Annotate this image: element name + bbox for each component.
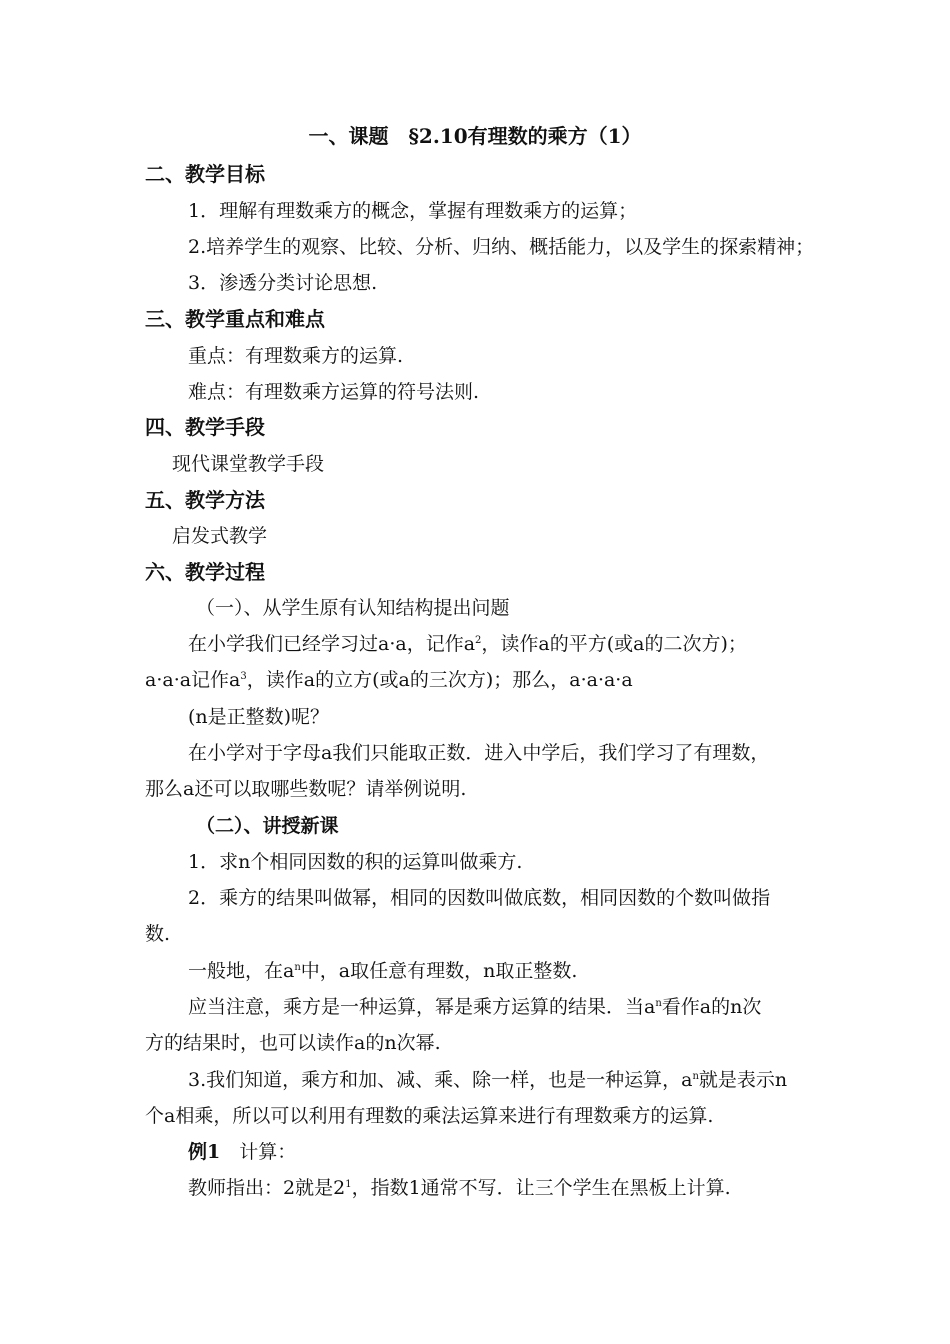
paragraph-line [188, 631, 747, 657]
paragraph-line: 数. [145, 923, 171, 945]
paragraph-line: 1．求n个相同因数的积的运算叫做乘方. [188, 851, 523, 873]
subsection-heading-new-lesson: （二）、讲授新课 [196, 815, 339, 837]
text-run: ，读作a的立方(或a的三次方)；那么，a·a·a·a [246, 669, 633, 691]
paragraph-line [188, 994, 761, 1020]
objective-item: 3．渗透分类讨论思想. [188, 272, 378, 294]
example-label: 例1 [188, 1141, 221, 1163]
superscript: n [692, 1071, 699, 1082]
paragraph-line [145, 667, 633, 693]
text-run: 一般地，在a [188, 960, 295, 982]
paragraph-line: 在小学对于字母a我们只能取正数．进入中学后，我们学习了有理数， [188, 742, 770, 764]
difficulty-text: 难点：有理数乘方运算的符号法则. [188, 381, 480, 403]
text-run: 教师指出：2就是2 [188, 1177, 346, 1199]
example-line [188, 1139, 296, 1165]
paragraph-line: 那么a还可以取哪些数呢？请举例说明. [145, 778, 467, 800]
superscript: 2 [475, 635, 482, 646]
text-run: 看作a的n次 [661, 996, 762, 1018]
paragraph-line: (n是正整数)呢？ [188, 706, 330, 728]
superscript: n [655, 998, 662, 1009]
example-text: 计算： [220, 1141, 297, 1163]
section-heading-objectives: 二、教学目标 [145, 162, 265, 186]
subsection-heading-problem: （一）、从学生原有认知结构提出问题 [196, 597, 510, 619]
objective-item: 2.培养学生的观察、比较、分析、归纳、概括能力，以及学生的探索精神； [188, 236, 815, 258]
section-heading-methods: 五、教学方法 [145, 488, 265, 512]
paragraph-line: 个a相乘，所以可以利用有理数的乘法运算来进行有理数乘方的运算. [145, 1105, 714, 1127]
text-run: 在小学我们已经学习过a·a，记作a [188, 633, 476, 655]
text-run: 就是表示n [698, 1069, 788, 1091]
superscript: 3 [240, 671, 247, 682]
paragraph-line: 方的结果时，也可以读作a的n次幂. [145, 1032, 441, 1054]
section-heading-process: 六、教学过程 [145, 560, 265, 584]
objective-item: 1．理解有理数乘方的概念，掌握有理数乘方的运算； [188, 200, 638, 222]
paragraph-line [188, 958, 577, 984]
paragraph-line [188, 1067, 787, 1093]
means-text: 现代课堂教学手段 [172, 453, 325, 475]
section-heading-means: 四、教学手段 [145, 415, 265, 439]
text-run: 中，a取任意有理数，n取正整数. [300, 960, 578, 982]
superscript: 1 [345, 1179, 352, 1190]
text-run: a·a·a记作a [145, 669, 241, 691]
paragraph-line: 2．乘方的结果叫做幂，相同的因数叫做底数，相同因数的个数叫做指 [188, 887, 771, 909]
superscript: n [294, 962, 301, 973]
text-run: 应当注意，乘方是一种运算，幂是乘方运算的结果．当a [188, 996, 656, 1018]
methods-text: 启发式教学 [172, 525, 268, 547]
key-point-text: 重点：有理数乘方的运算. [188, 345, 404, 367]
section-heading-key-points: 三、教学重点和难点 [145, 307, 325, 331]
text-run: 3.我们知道，乘方和加、减、乘、除一样，也是一种运算，a [188, 1069, 693, 1091]
text-run: ，指数1通常不写．让三个学生在黑板上计算. [351, 1177, 731, 1199]
page-title: 一、课题 §2.10有理数的乘方（1） [308, 124, 642, 148]
text-run: ，读作a的平方(或a的二次方)； [481, 633, 747, 655]
paragraph-line [188, 1175, 731, 1201]
